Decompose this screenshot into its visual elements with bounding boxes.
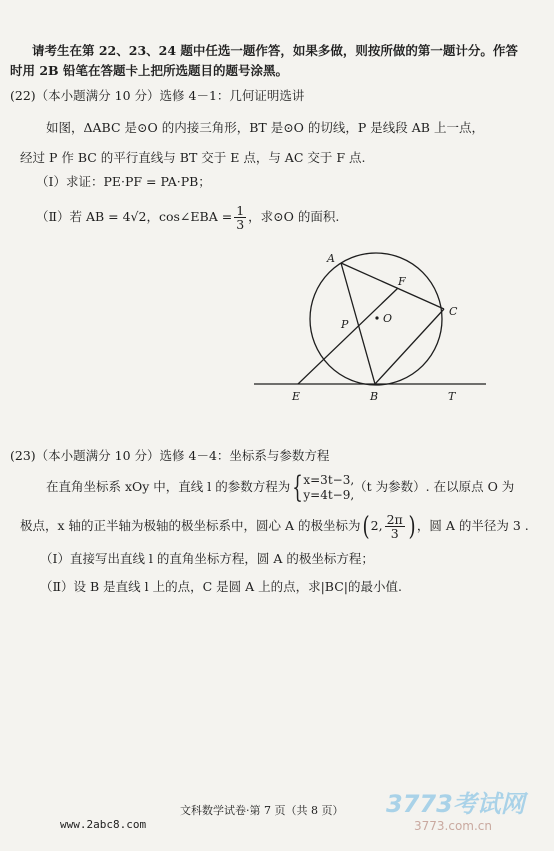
q23-part-1: （Ⅰ）直接写出直线 l 的直角坐标方程，圆 A 的极坐标方程；: [40, 551, 374, 566]
instructions-line-2: 时用 2B 铅笔在答题卡上把所选题目的题号涂黑。: [10, 63, 288, 78]
q22-part-1: （Ⅰ）求证：PE·PF = PA·PB；: [36, 174, 211, 189]
q22-cos-denominator: 3: [236, 217, 245, 232]
label-e: E: [292, 390, 301, 403]
label-b: B: [370, 390, 379, 403]
footer-url: www.2abc8.com: [60, 818, 147, 831]
q23-line-1-text-b: （t 为参数）. 在以原点 O 为: [354, 479, 515, 494]
q23-polar-angle-fraction: [385, 513, 405, 540]
q23-right-paren: ): [408, 511, 416, 542]
label-c: C: [449, 305, 458, 318]
segment-ac: [341, 263, 444, 309]
q23-system-brace: {: [292, 469, 304, 505]
q23-header: (23)（本小题满分 10 分）选修 4－4：坐标系与参数方程: [10, 448, 330, 463]
label-p: P: [341, 318, 349, 331]
q23-part-2: （Ⅱ）设 B 是直线 l 上的点，C 是圆 A 上的点，求|BC|的最小值.: [40, 579, 402, 594]
page-footer: 文科数学试卷·第 7 页（共 8 页）: [180, 804, 344, 817]
watermark-logo: 3773考试网: [386, 790, 525, 818]
label-o: O: [383, 312, 393, 325]
q22-statement-line-2: 经过 P 作 BC 的平行直线与 BT 交于 E 点，与 AC 交于 F 点.: [20, 150, 366, 165]
q23-line-1-text-a: 在直角坐标系 xOy 中，直线 l 的参数方程为: [46, 479, 291, 494]
q23-polar-angle-denominator: 3: [390, 526, 399, 541]
q23-parametric-system: [303, 473, 354, 503]
q23-polar-r: 2,: [370, 518, 383, 533]
q22-part-2-text-a: （Ⅱ）若 AB = 4√2，cos∠EBA =: [36, 209, 233, 224]
q23-equation-y: y=4t−9,: [303, 487, 355, 502]
q23-line-2-text-b: ，圆 A 的半径为 3 .: [416, 518, 529, 533]
q22-cos-numerator: 1: [236, 203, 245, 218]
instructions-line-1: 请考生在第 22、23、24 题中任选一题作答，如果多做，则按所做的第一题计分。作答: [32, 43, 518, 58]
q23-polar-angle-numerator: 2π: [386, 512, 403, 527]
label-a: A: [327, 252, 335, 265]
label-t: T: [448, 390, 456, 403]
segment-ef: [298, 288, 398, 384]
q23-left-paren: (: [362, 511, 370, 542]
q23-statement-line-2: [20, 511, 529, 542]
q23-line-2-text-a: 极点，x 轴的正半轴为极轴的极坐标系中，圆心 A 的极坐标为: [20, 518, 361, 533]
center-point-o: [375, 316, 378, 319]
watermark-url: 3773.com.cn: [414, 819, 492, 833]
q23-equation-x: x=3t−3,: [303, 472, 355, 487]
q22-header: (22)（本小题满分 10 分）选修 4－1：几何证明选讲: [10, 88, 305, 103]
q22-statement-line-1: 如图，ΔABC 是⊙O 的内接三角形，BT 是⊙O 的切线，P 是线段 AB 上一点，: [46, 120, 484, 135]
q22-part-2-text-b: ，求⊙O 的面积.: [248, 209, 340, 224]
q23-statement-line-1: [46, 471, 514, 503]
label-f: F: [398, 275, 406, 288]
